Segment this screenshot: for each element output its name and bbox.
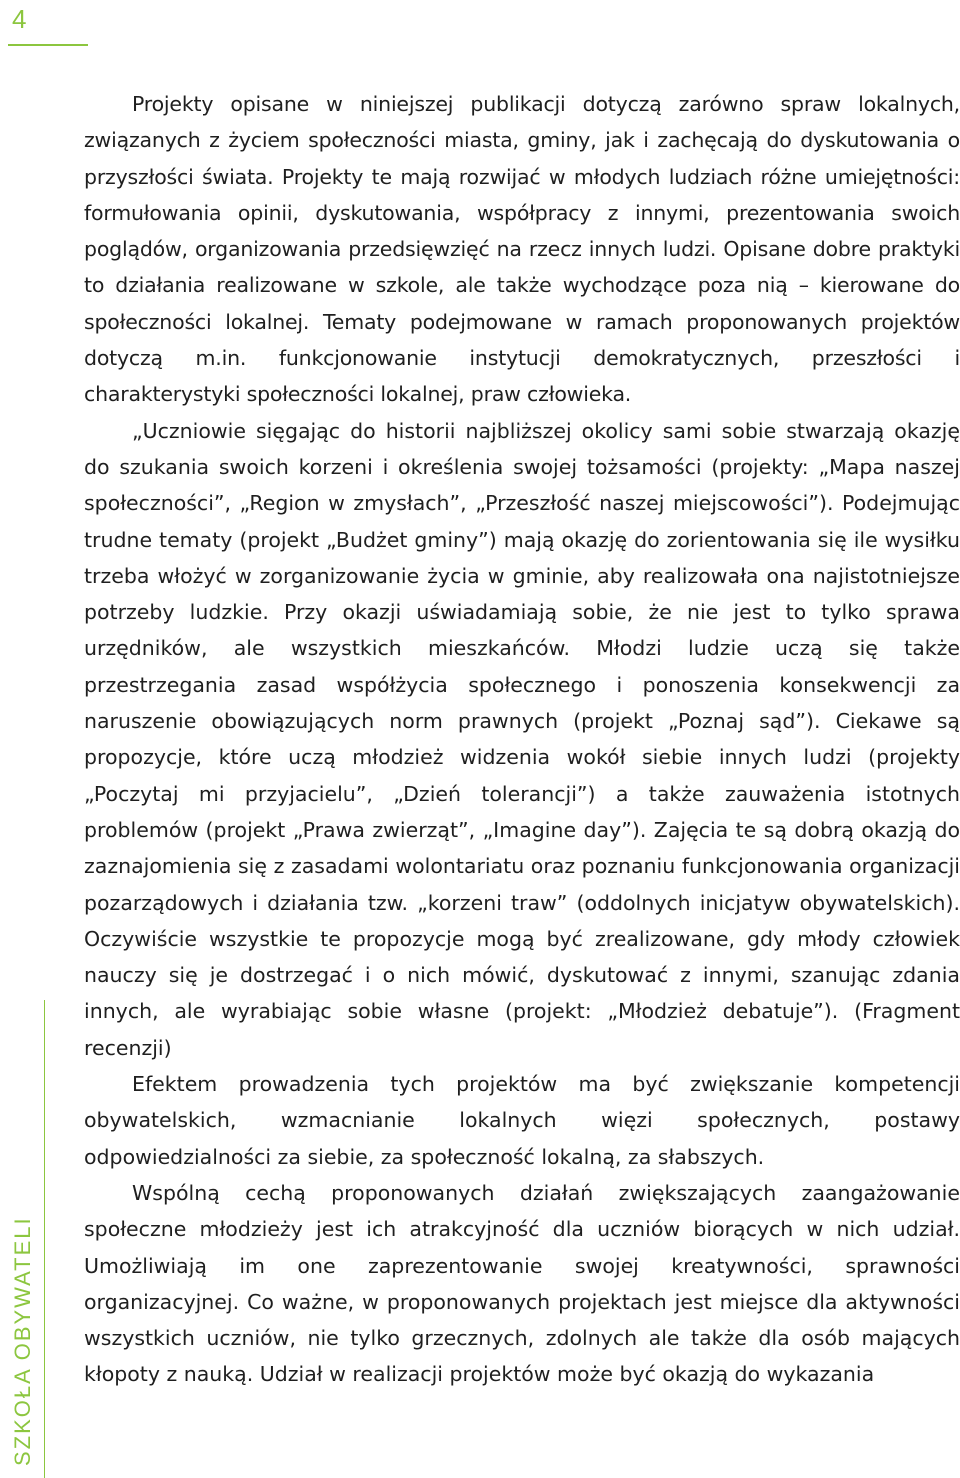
page-number: 4: [12, 4, 27, 34]
side-rule: [44, 1000, 45, 1478]
paragraph-review-quote: „Uczniowie sięgając do historii najbliższej okolicy sami sobie stwarzają okazję do szukania swoich korzeni i określenia swojej tożsamości (projekty: „Mapa naszej społeczności”, „Region w zmysłach”, „Przeszłość naszej miejscowości”). Podejmując trudne tematy (projekt „Budżet gminy”) mają okazję do zorientowania się ile wysiłku trzeba włożyć w zorganizowanie życia w gminie, aby realizowała ona najistotniejsze potrzeby ludzkie. Przy okazji uświadamiają sobie, że nie jest to tylko sprawa urzędników, ale wszystkich mieszkańców. Młodzi ludzie uczą się także przestrzegania zasad współżycia społecznego i ponoszenia konsekwencji za naruszenie obowiązujących norm prawnych (projekt „Poznaj sąd”). Ciekawe są propozycje, które uczą młodzież widzenia wokół siebie innych ludzi (projekty „Poczytaj mi przyjacielu”, „Dzień tolerancji”) a także zauważenia istotnych problemów (projekt „Prawa zwierząt”, „Imagine day”). Zajęcia te są dobrą okazją do zaznajomienia się z zasadami wolontariatu oraz poznaniu funkcjonowania organizacji pozarządowych i działania tzw. „korzeni traw” (oddolnych inicjatyw obywatelskich). Oczywiście wszystkie te propozycje mogą być zrealizowane, gdy młody człowiek nauczy się je dostrzegać i o nich mówić, dyskutować z innymi, szanując zdania innych, ale wyrabiając sobie własne (projekt: „Młodzież debatuje”). (Fragment recenzji): [84, 418, 960, 1060]
side-title: SZKOŁA OBYWATELI: [10, 1216, 35, 1466]
paragraph-common-feature: Wspólną cechą proponowanych działań zwiększających zaangażowanie społeczne młodzieży jest ich atrakcyjność dla uczniów biorących w nich udział. Umożliwiają im one zaprezentowanie swojej kreatywności, sprawności organizacyjnej. Co ważne, w proponowanych projektach jest miejsce dla aktywności wszystkich uczniów, nie tylko grzecznych, zdolnych ale także dla osób mających kłopoty z nauką. Udział w realizacji projektów może być okazją do wykazania: [84, 1180, 960, 1387]
paragraph-intro: Projekty opisane w niniejszej publikacji dotyczą zarówno spraw lokalnych, związanych z życiem społeczności miasta, gminy, jak i zachęcają do dyskutowania o przyszłości świata. Projekty te mają rozwijać w młodych ludziach różne umiejętności: formułowania opinii, dyskutowania, współpracy z innymi, prezentowania swoich poglądów, organizowania przedsięwzięć na rzecz innych ludzi. Opisane dobre praktyki to działania realizowane w szkole, ale także wychodzące poza nią – kierowane do społeczności lokalnej. Tematy podejmowane w ramach proponowanych projektów dotyczą m.in. funkcjonowanie instytucji demokratycznych, przeszłości i charakterystyki społeczności lokalnej, praw człowieka.: [84, 92, 960, 407]
paragraph-effects: Efektem prowadzenia tych projektów ma być zwiększanie kompetencji obywatelskich, wzmacnianie lokalnych więzi społecznych, postawy odpowiedzialności za siebie, za społeczność lokalną, za słabszych.: [84, 1072, 960, 1169]
body-text: [84, 86, 960, 1393]
header-rule: [8, 44, 88, 46]
